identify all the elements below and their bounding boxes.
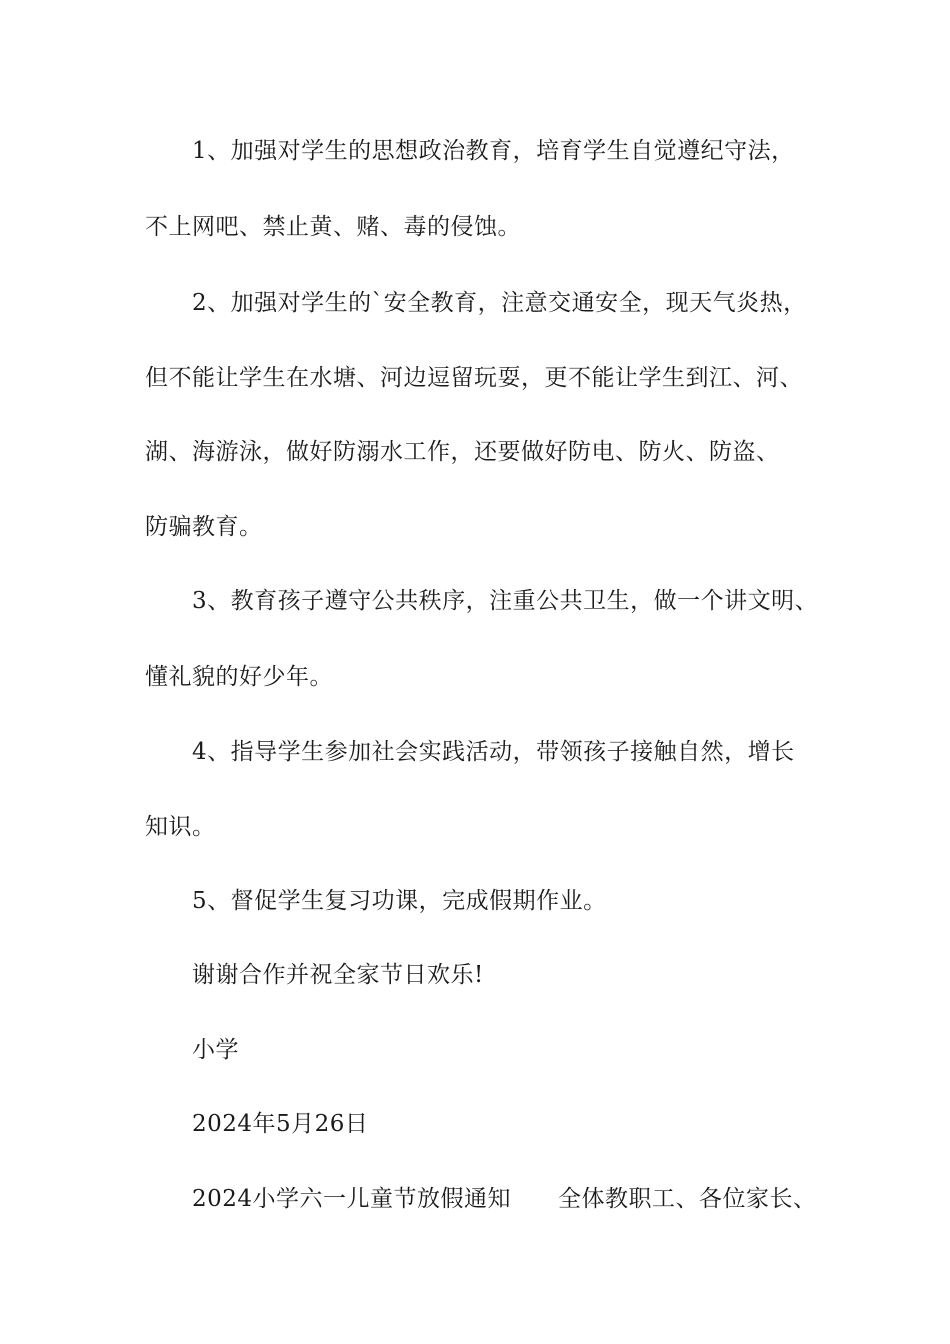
signature-date: 2024年5月26日 [192,1111,369,1137]
paragraph-3-line-1: 3、教育孩子遵守公共秩序，注重公共卫生，做一个讲文明、 [192,588,819,614]
paragraph-4-line-1: 4、指导学生参加社会实践活动，带领孩子接触自然，增长 [192,739,795,765]
paragraph-3-line-2: 懂礼貌的好少年。 [145,664,333,690]
paragraph-1-line-1: 1、加强对学生的思想政治教育，培育学生自觉遵纪守法， [192,138,795,164]
closing-wish: 谢谢合作并祝全家节日欢乐! [192,962,484,988]
paragraph-2-line-2: 但不能让学生在水塘、河边逗留玩耍，更不能让学生到江、河、 [145,365,803,391]
paragraph-5-line-1: 5、督促学生复习功课，完成假期作业。 [192,888,607,914]
paragraph-2-line-4: 防骗教育。 [145,514,263,540]
next-notice-heading: 2024小学六一儿童节放假通知 全体教职工、各位家长、 [192,1186,817,1212]
paragraph-2-line-1: 2、加强对学生的`安全教育，注意交通安全，现天气炎热， [192,290,807,316]
paragraph-2-line-3: 湖、海游泳，做好防溺水工作，还要做好防电、防火、防盗、 [145,439,780,465]
paragraph-1-line-2: 不上网吧、禁止黄、赌、毒的侵蚀。 [145,214,521,240]
signature-school: 小学 [192,1037,239,1063]
paragraph-4-line-2: 知识。 [145,814,216,840]
